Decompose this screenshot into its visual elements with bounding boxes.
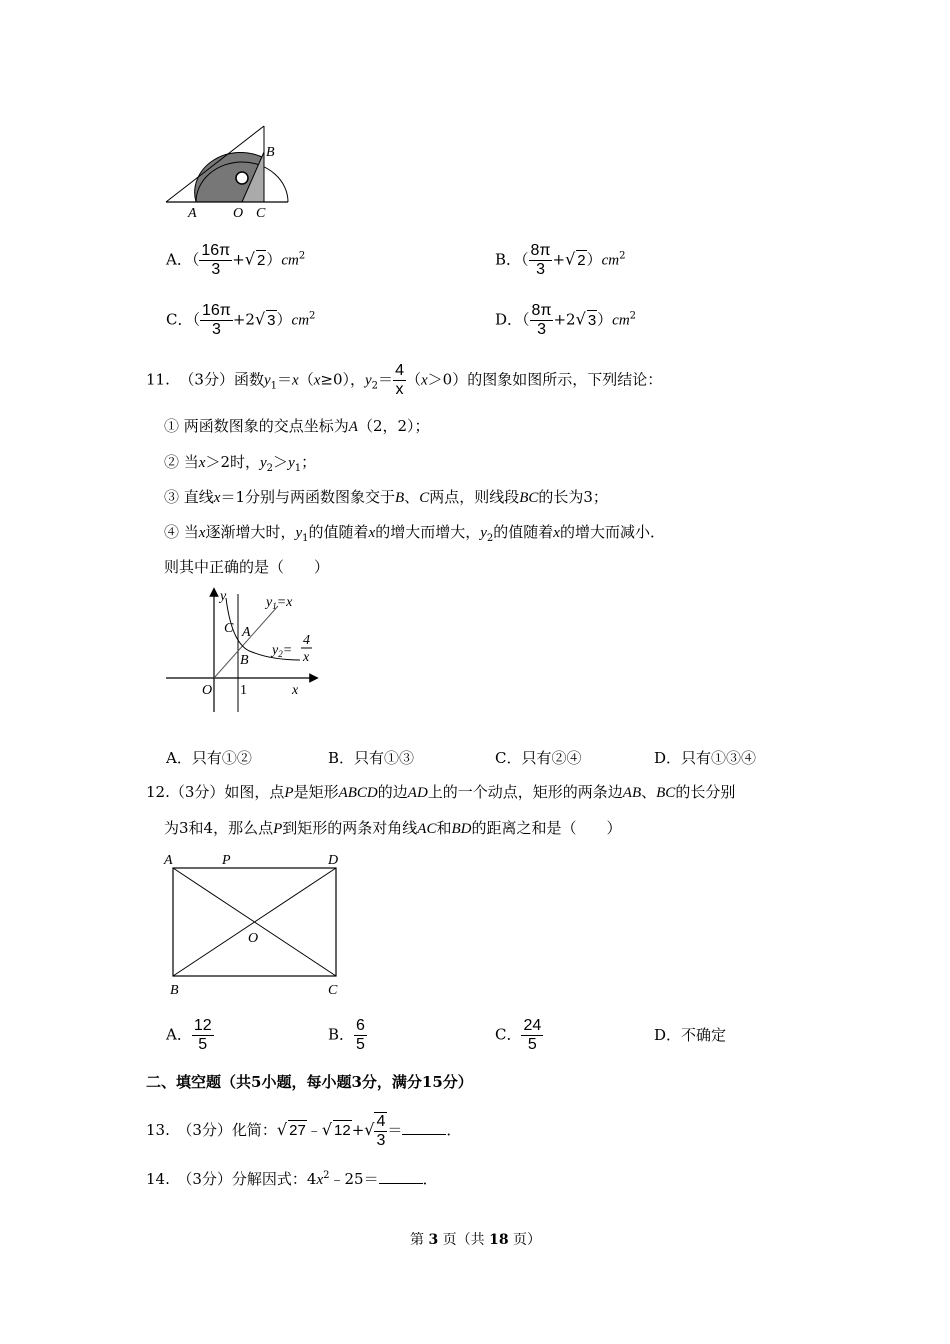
- figure-11: [162, 586, 322, 714]
- fig12-label-C: C: [328, 983, 338, 998]
- figure-12: [160, 846, 350, 998]
- fig11-frac-den: x: [303, 650, 310, 665]
- q11-option-b[interactable]: B．只有①③: [328, 749, 415, 767]
- q14: 14. （3分）分解因式：$4x^2﹣25=$ ．: [146, 1170, 438, 1188]
- fig12-label-P: P: [222, 853, 231, 868]
- q10-option-c[interactable]: C．（ $\frac{16\pi}{3}$ +2√ $3)cm^2$: [166, 302, 316, 338]
- q11-stem: 11. （3分）函数$y_1=x(x\ge 0)$，$y_2=$ $\frac{4}{x}$ （x＞0）的图象如图所示，下列结论：: [146, 362, 663, 398]
- fig11-label-y: y: [220, 589, 227, 604]
- fig12-label-B: B: [170, 983, 179, 998]
- fig11-label-O: O: [202, 683, 213, 698]
- fig11-label-1: 1: [240, 683, 247, 698]
- q12-stem-line1: 12.（3分）如图，点P是矩形ABCD的边AD上的一个动点，矩形的两条边AB、BC的长分别: [146, 783, 736, 801]
- q12-option-c[interactable]: C． $\frac{24}{5}$: [495, 1017, 542, 1053]
- q12-option-d[interactable]: D．不确定: [654, 1026, 727, 1044]
- q11-option-d[interactable]: D．只有①③④: [654, 749, 757, 767]
- q12-option-b[interactable]: B． $\frac{6}{5}$: [328, 1017, 365, 1053]
- q11-statement-2: ② 当x＞2时，$y_2>y_1$；: [164, 453, 317, 474]
- q10-option-d[interactable]: D．（ $\frac{8\pi}{3}$ +2√ $3)cm^2$: [495, 302, 637, 338]
- fig11-label-C: C: [224, 621, 234, 636]
- fig11-label-x: x: [292, 683, 299, 698]
- q14-answer-blank[interactable]: [379, 1169, 423, 1184]
- fig12-label-D: D: [328, 853, 339, 868]
- fig11-label-y2: $y_2=$: [272, 643, 293, 659]
- q12-option-a[interactable]: A． $\frac{12}{5}$: [166, 1017, 212, 1053]
- q11-statement-1: ① 两函数图象的交点坐标为A（2，2）；: [164, 417, 430, 435]
- fig11-label-B: B: [240, 653, 249, 668]
- q11-option-a[interactable]: A．只有①②: [166, 749, 252, 767]
- label-B: B: [266, 145, 275, 160]
- figure-10: [160, 120, 300, 220]
- small-circle: [236, 172, 248, 184]
- q11-statement-3: ③ 直线x＝1分别与两函数图象交于B、C两点，则线段BC的长为3；: [164, 488, 608, 506]
- fig12-label-A: A: [164, 853, 173, 868]
- page-footer: 第 3 页（共 18 页）: [410, 1232, 542, 1248]
- label-A: A: [188, 206, 197, 220]
- q13-answer-blank[interactable]: [402, 1120, 446, 1135]
- label-O: O: [233, 206, 244, 220]
- label-C: C: [256, 206, 266, 220]
- fig11-frac-num: 4: [303, 633, 310, 648]
- q11-ask: 则其中正确的是（ ）: [164, 558, 330, 576]
- q11-statement-4: ④ 当x逐渐增大时，$y_1$的值随着x的增大而增大，$y_2$的值随着x的增大而减小．: [164, 523, 665, 544]
- fig11-label-A: A: [242, 625, 251, 640]
- q11-option-c[interactable]: C．只有②④: [495, 749, 582, 767]
- q10-option-a[interactable]: A．（ $\frac{16\pi}{3}$ +√ $2)cm^2$: [166, 242, 306, 278]
- section-2-heading: 二、填空题（共5小题，每小题3分，满分15分）: [146, 1073, 473, 1091]
- fig12-label-O: O: [248, 931, 259, 946]
- fig11-label-y1: $y_1=x$: [266, 595, 293, 611]
- q12-stem-line2: 为3和4，那么点P到矩形的两条对角线AC和BD的距离之和是（ ）: [164, 819, 622, 837]
- q13: 13. （3分）化简：√ 27﹣√ 12+√ $\frac{4}{3}$ ＝ ．: [146, 1113, 462, 1149]
- q10-option-b[interactable]: B．（ $\frac{8\pi}{3}$ +√ $2)cm^2$: [495, 242, 626, 278]
